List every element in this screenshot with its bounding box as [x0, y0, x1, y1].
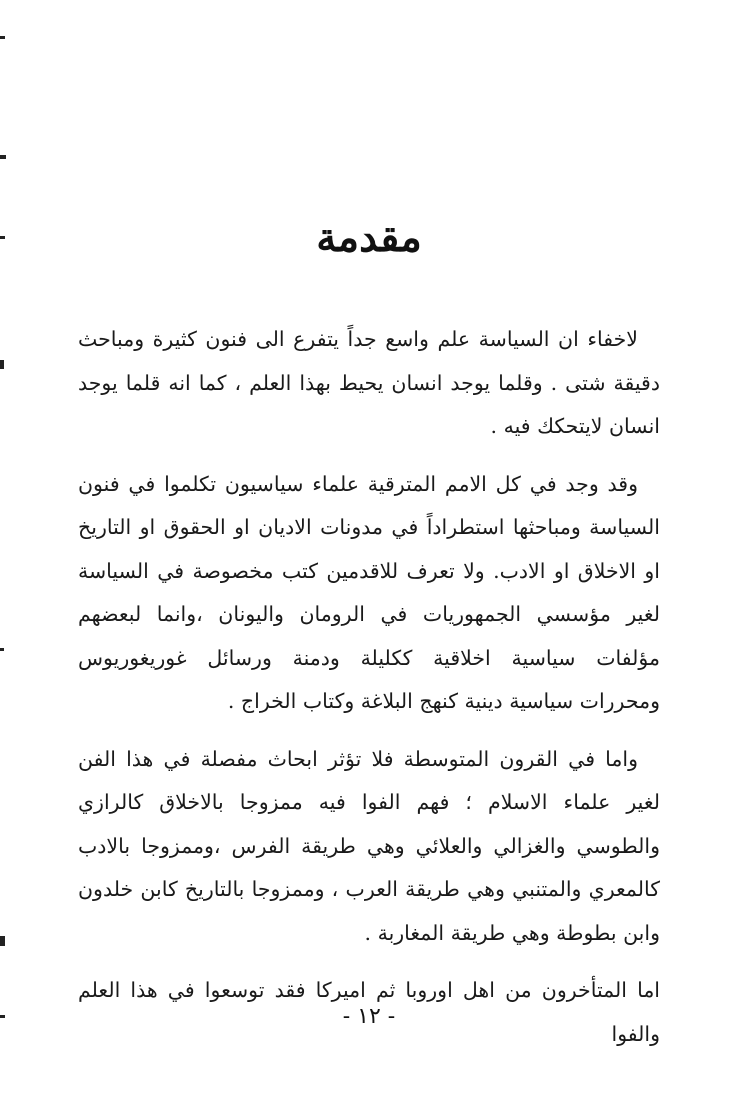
- paragraph: اما المتأخرون من اهل اوروبا ثم اميركا فقد توسعوا في هذا العلم والفوا: [78, 978, 660, 1046]
- body-text: [78, 318, 660, 1056]
- paragraph: لاخفاء ان السياسة علم واسع جداً يتفرع الى فنون كثيرة ومباحث دقيقة شتى . وقلما يوجد انسان يحيط بهذا العلم ، كما انه قلما يوجد انسان لايتحكك فيه .: [78, 327, 660, 438]
- scan-mark: [0, 36, 5, 39]
- scan-mark: [0, 155, 6, 159]
- scan-mark: [0, 936, 5, 946]
- scan-mark: [0, 360, 4, 369]
- scan-mark: [0, 648, 4, 651]
- page-title: مقدمة: [316, 214, 422, 261]
- paragraph: وقد وجد في كل الامم المترقية علماء سياسيون تكلموا في فنون السياسة ومباحثها استطراداً في مدونات الاديان او الحقوق او التاريخ او الاخلاق او الادب. ولا تعرف للاقدمين كتب مخصوصة في السياسة لغير مؤسسي الجمهوريات في الرومان واليونان ،وانما لبعضهم مؤلفات سياسية اخلاقية ككليلة ودمنة ورسائل غوريغوريوس ومحررات سياسية دينية كنهج البلاغة وكتاب الخراج .: [78, 471, 660, 713]
- paragraph: واما في القرون المتوسطة فلا تؤثر ابحاث مفصلة في هذا الفن لغير علماء الاسلام ؛ فهم الفوا فيه ممزوجا بالاخلاق كالرازي والطوسي والغزالي والعلائي وهي طريقة الفرس ،وممزوجا بالادب كالمعري والمتنبي وهي طريقة العرب ، وممزوجا بالتاريخ كابن خلدون وابن بطوطة وهي طريقة المغاربة .: [78, 746, 660, 945]
- page-number: - ١٢ -: [342, 1004, 396, 1029]
